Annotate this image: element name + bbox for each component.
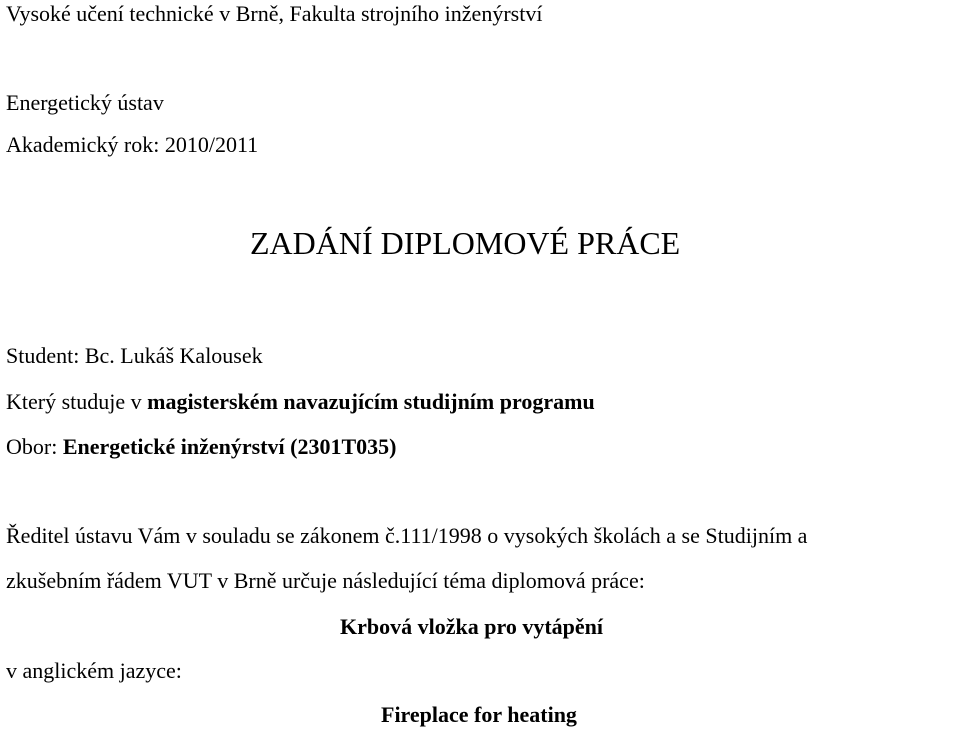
institution-line [6,3,542,25]
body-line-2 [6,570,645,592]
program-prefix: Který studuje v [6,389,148,414]
academic-year-line [6,134,258,156]
institute-line [6,92,164,114]
student-name: Bc. Lukáš Kalousek [84,343,263,368]
institute-text: Energetický ústav [6,90,164,115]
field-name: Energetické inženýrství (2301T035) [62,434,397,459]
field-label: Obor: [6,434,63,459]
topic-english-text: Fireplace for heating [381,702,577,727]
topic-english [381,704,577,726]
program-line [6,391,595,413]
body-text-1: Ředitel ústavu Vám v souladu se zákonem č.111/1998 o vysokých školách a se Studijním a [6,523,808,548]
document-title [250,227,680,259]
student-label: Student: [6,343,85,368]
topic-czech [340,616,603,638]
student-line [6,345,263,367]
institution-text: Vysoké učení technické v Brně, Fakulta strojního inženýrství [6,1,543,26]
english-label-text: v anglickém jazyce: [6,658,182,683]
field-line [6,436,396,458]
body-line-1 [6,525,807,547]
topic-czech-text: Krbová vložka pro vytápění [340,614,604,639]
academic-year-text: Akademický rok: 2010/2011 [6,132,259,157]
program-name: magisterském navazujícím studijním programu [147,389,595,414]
body-text-2: zkušebním řádem VUT v Brně určuje následující téma diplomová práce: [6,568,645,593]
document-title-text: ZADÁNÍ DIPLOMOVÉ PRÁCE [250,225,681,261]
english-label-line [6,660,182,682]
